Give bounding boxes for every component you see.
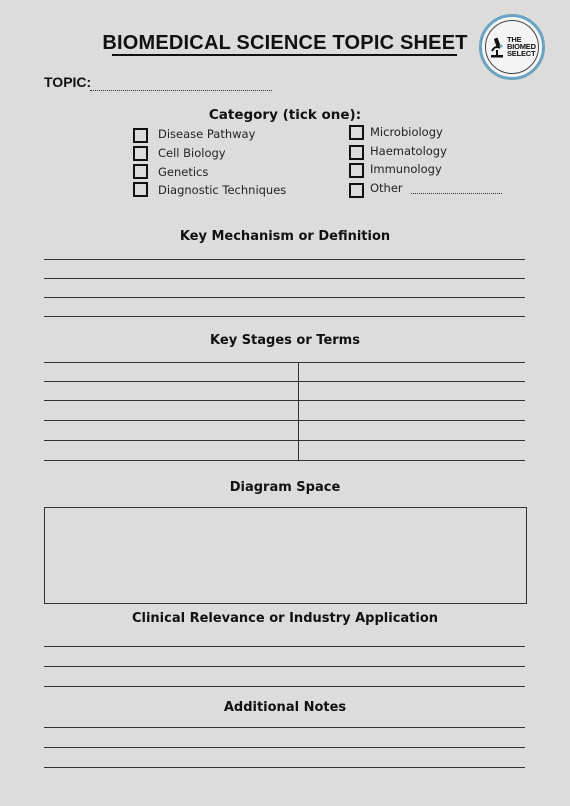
writing-line[interactable] [44,767,525,768]
label-haematology: Haematology [370,144,447,158]
writing-line[interactable] [44,666,525,667]
table-row-line [44,420,525,421]
checkbox-diagnostic-techniques[interactable] [133,182,148,197]
table-row-line [44,460,525,461]
checkbox-haematology[interactable] [349,145,364,160]
label-cell-biology: Cell Biology [158,146,226,160]
table-column-divider [298,362,299,460]
checkbox-immunology[interactable] [349,163,364,178]
heading-key-mechanism: Key Mechanism or Definition [179,229,391,244]
table-row-line [44,440,525,441]
table-row-line [44,400,525,401]
logo-line-3: SELECT [507,49,536,58]
writing-line[interactable] [44,316,525,317]
label-immunology: Immunology [370,162,442,176]
title-underline [112,54,457,56]
checkbox-cell-biology[interactable] [133,146,148,161]
microscope-icon [489,37,505,59]
heading-additional-notes: Additional Notes [223,700,347,715]
label-genetics: Genetics [158,165,209,179]
topic-label: TOPIC: [44,74,92,90]
logo-text [507,36,536,57]
writing-line[interactable] [44,297,525,298]
category-heading: Category (tick one): [208,107,362,123]
logo-line-2: BIOMED [507,42,536,51]
other-input-line[interactable] [411,193,502,194]
heading-diagram-space: Diagram Space [229,480,341,495]
writing-line[interactable] [44,686,525,687]
heading-key-stages: Key Stages or Terms [210,333,360,348]
checkbox-disease-pathway[interactable] [133,128,148,143]
page-title: BIOMEDICAL SCIENCE TOPIC SHEET [102,32,468,54]
table-row-line [44,362,525,363]
topic-input-line[interactable] [90,90,272,91]
logo-line-1: THE [507,35,522,44]
checkbox-other[interactable] [349,183,364,198]
label-diagnostic-techniques: Diagnostic Techniques [158,183,287,197]
writing-line[interactable] [44,259,525,260]
biomed-select-logo [479,14,545,80]
writing-line[interactable] [44,646,525,647]
writing-line[interactable] [44,727,525,728]
label-other: Other [370,181,403,195]
writing-line[interactable] [44,747,525,748]
table-row-line [44,381,525,382]
writing-line[interactable] [44,278,525,279]
label-microbiology: Microbiology [370,125,443,139]
heading-clinical-relevance: Clinical Relevance or Industry Application [131,611,439,626]
checkbox-microbiology[interactable] [349,125,364,140]
label-disease-pathway: Disease Pathway [158,127,256,141]
diagram-box[interactable] [44,507,527,604]
checkbox-genetics[interactable] [133,164,148,179]
